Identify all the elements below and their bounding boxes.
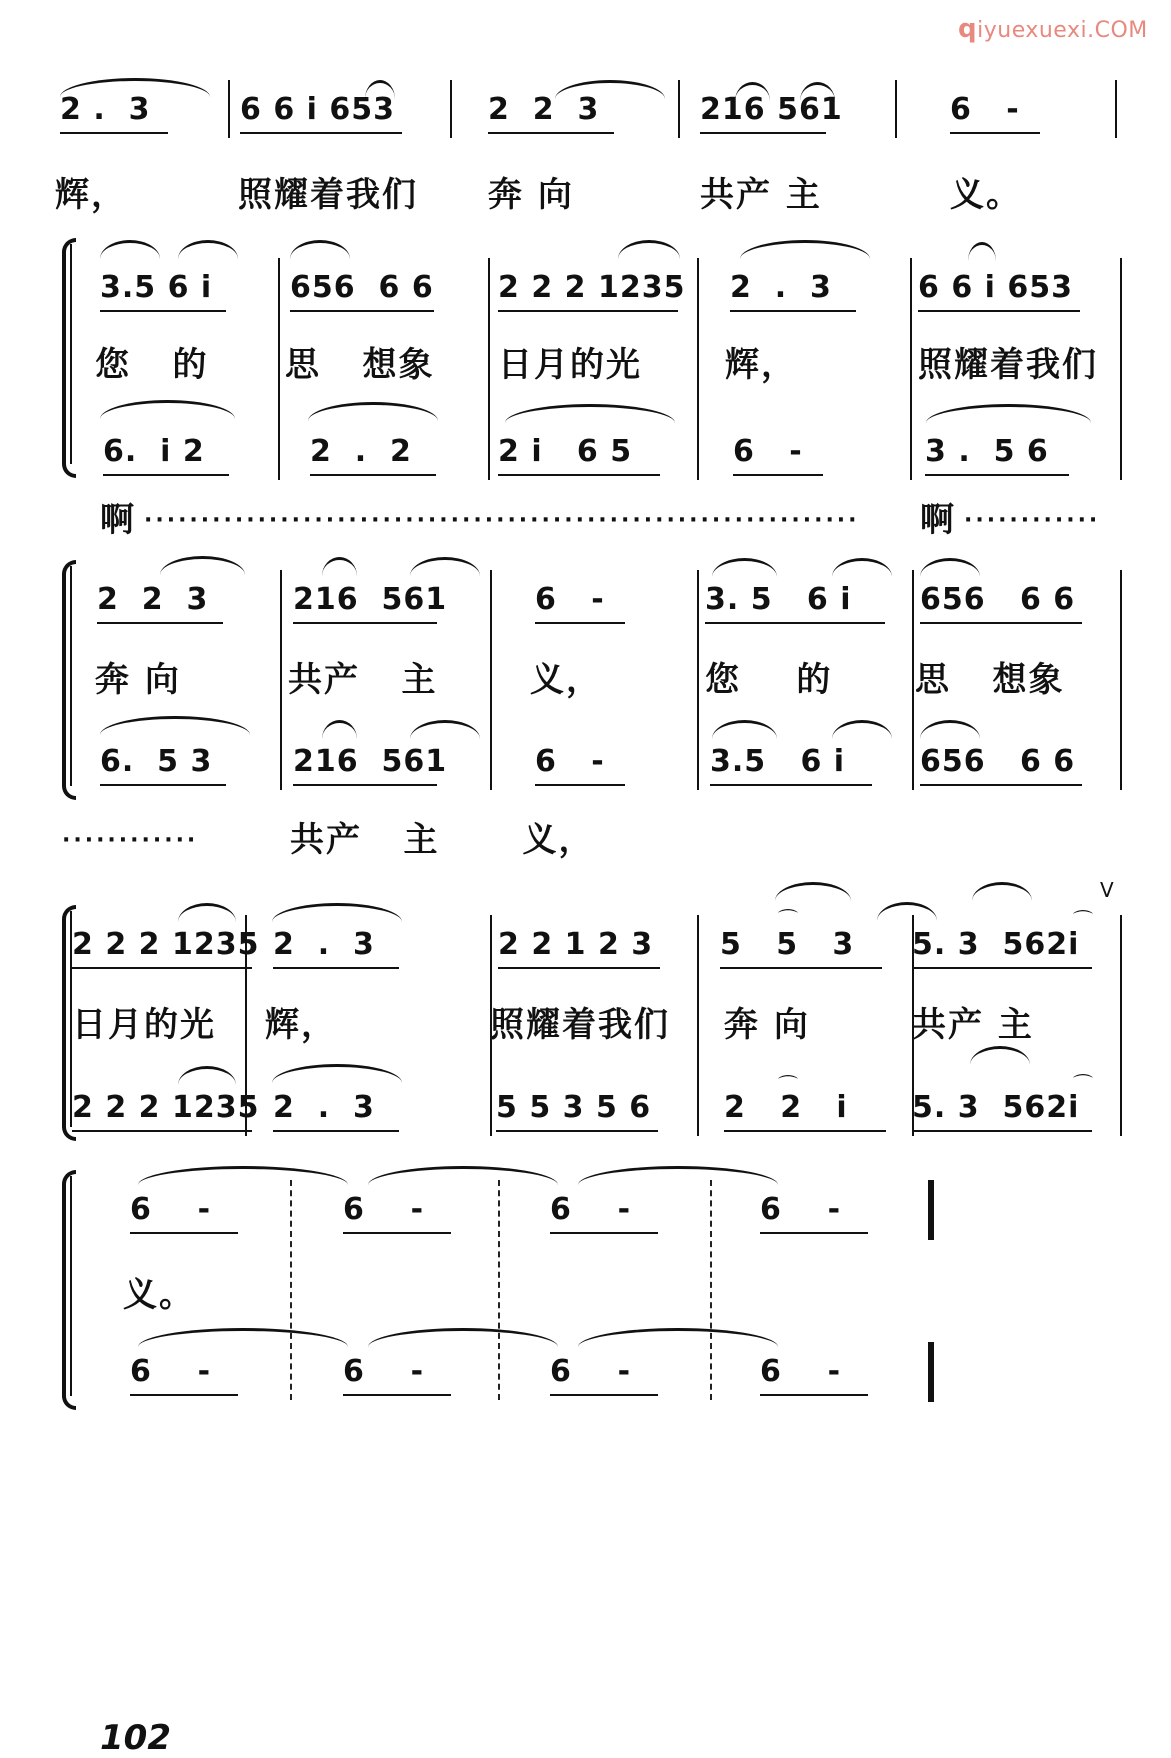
note-beam [100,310,226,312]
jianpu-notes: 6 - [550,1354,632,1389]
note-beam [273,1130,399,1132]
slur [272,903,402,922]
note-beam [912,967,1092,969]
slur [877,902,937,921]
note-beam [724,1130,886,1132]
page-number: 102 [100,1718,171,1758]
note-beam [310,474,436,476]
note-beam [925,474,1069,476]
lyric-text: 义。 [123,1275,195,1315]
note-beam [730,310,856,312]
slur [735,82,770,101]
slur [160,556,245,575]
jianpu-notes: 6 6 i 653 [240,92,395,127]
lyric-text: 思 想象 [915,660,1065,700]
jianpu-notes: 216 561 [293,582,448,617]
barline [697,570,699,790]
note-beam [130,1232,238,1234]
lyric-text: 照耀着我们 [238,175,418,215]
note-beam [760,1394,868,1396]
jianpu-notes: 5. 3 562i [912,1090,1080,1125]
system-bracket [62,1170,76,1410]
jianpu-notes: 2 2 2 1235 [72,927,260,962]
jianpu-notes: 3.5 6 i [100,270,213,305]
note-beam [293,784,437,786]
system-bracket [62,238,76,478]
slur [272,1064,402,1083]
lyric-text: 您 的 [705,660,833,700]
jianpu-notes: 6 - [535,744,605,779]
jianpu-notes: 6 - [760,1354,842,1389]
note-beam [705,622,885,624]
system-bracket-inner [70,566,72,786]
final-barline [928,1180,934,1240]
slur [800,82,835,101]
barline [290,1180,292,1400]
jianpu-notes: 6 - [535,582,605,617]
barline [678,80,680,138]
tie [578,1328,778,1347]
breath-mark-icon: V [1100,878,1114,902]
jianpu-notes: 2 . 2 [310,434,412,469]
slur [410,720,480,739]
lyric-text: 啊 [920,500,956,540]
jianpu-notes: 6 6 i 653 [918,270,1073,305]
note-beam [535,784,625,786]
note-beam [488,132,614,134]
fermata-icon: ⌒ [1073,908,1093,932]
note-beam [535,622,625,624]
tie [578,1166,778,1185]
slur [555,80,665,99]
lyric-text: 义。 [950,175,1022,215]
lyric-text: 日月的光 [498,345,642,385]
barline [450,80,452,138]
jianpu-notes: 6 - [950,92,1020,127]
lyric-text: 共产 主 [288,660,438,700]
barline [697,258,699,480]
lyric-text: 奔 向 [488,175,574,215]
watermark-q: q [958,14,978,44]
slur [290,240,350,259]
continuation-dots: ············ [964,508,1101,533]
jianpu-notes: 2 2 1 2 3 [498,927,654,962]
note-beam [912,1130,1092,1132]
final-barline [928,1342,934,1402]
lyric-text: 共产 主 [912,1005,1034,1045]
tie [368,1328,558,1347]
lyric-text: 思 想象 [285,345,435,385]
jianpu-notes: 6 - [343,1192,425,1227]
lyric-text: 奔 向 [724,1005,810,1045]
note-beam [60,132,168,134]
barline [490,570,492,790]
jianpu-notes: 3.5 6 i [710,744,846,779]
barline [1120,915,1122,1136]
note-beam [550,1232,658,1234]
slur [308,402,438,421]
slur [100,400,235,419]
barline [910,258,912,480]
note-beam [918,310,1080,312]
note-beam [103,474,229,476]
lyric-text: 您 的 [95,345,209,385]
slur [618,240,680,259]
jianpu-notes: 5 5 3 5 6 [496,1090,652,1125]
lyric-text: 义， [530,660,602,700]
note-beam [498,967,660,969]
slur [100,240,160,259]
note-beam [97,622,223,624]
system-bracket [62,560,76,800]
lyric-text: 日月的光 [72,1005,216,1045]
jianpu-notes: 656 6 6 [920,744,1076,779]
note-beam [100,784,226,786]
barline [912,570,914,790]
barline [1115,80,1117,138]
note-beam [293,622,437,624]
slur [178,240,238,259]
jianpu-notes: 6 - [550,1192,632,1227]
jianpu-notes: 2 . 3 [273,927,375,962]
lyric-text: 共产 主 [700,175,822,215]
jianpu-notes: 6 - [130,1354,212,1389]
barline [710,1180,712,1400]
slur [968,242,996,261]
lyric-text: 辉， [265,1005,337,1045]
barline [228,80,230,138]
barline [697,915,699,1136]
jianpu-notes: 2 i 6 5 [498,434,633,469]
note-beam [920,784,1082,786]
note-beam [920,622,1082,624]
barline [895,80,897,138]
watermark-text: iyuexuexi.COM [977,18,1148,43]
continuation-dots: ············ [62,828,199,853]
slur [832,558,892,577]
lyric-text: 辉， [725,345,797,385]
jianpu-notes: 2 2 2 1235 [72,1090,260,1125]
slur [920,558,980,577]
lyric-text: 照耀着我们 [490,1005,670,1045]
note-beam [950,132,1040,134]
slur [926,404,1091,423]
note-beam [72,967,252,969]
note-beam [733,474,823,476]
slur [972,882,1032,901]
jianpu-notes: 6 - [343,1354,425,1389]
lyric-text: 奔 向 [95,660,181,700]
slur [365,80,395,99]
note-beam [290,310,434,312]
jianpu-notes: 2 . 3 [273,1090,375,1125]
note-beam [760,1232,868,1234]
fermata-icon: ⌒ [1073,1072,1093,1096]
barline [498,1180,500,1400]
note-beam [343,1394,451,1396]
note-beam [498,310,678,312]
watermark [958,14,1148,44]
tie [368,1166,558,1185]
slur [60,78,210,97]
tie [138,1328,348,1347]
note-beam [710,784,872,786]
slur [410,557,480,576]
jianpu-notes: 3. 5 6 i [705,582,852,617]
note-beam [720,967,882,969]
slur [100,716,250,735]
jianpu-notes: 2 2 3 [488,92,600,127]
jianpu-notes: 5 5 3 [720,927,855,962]
note-beam [343,1232,451,1234]
jianpu-notes: 6 - [760,1192,842,1227]
slur [712,720,777,739]
barline [488,258,490,480]
jianpu-notes: 656 6 6 [920,582,1076,617]
slur [178,1066,236,1085]
lyric-text: 照耀着我们 [918,345,1098,385]
jianpu-notes: 6 - [733,434,803,469]
slur [920,720,980,739]
slur [322,720,357,739]
slur [970,1046,1030,1065]
slur [505,404,675,423]
jianpu-notes: 2 . 3 [60,92,151,127]
system-bracket-inner [70,1176,72,1396]
jianpu-notes: 6. i 2 [103,434,205,469]
slur [178,903,236,922]
note-beam [273,967,399,969]
jianpu-notes: 2 . 3 [730,270,832,305]
system-bracket-inner [70,244,72,464]
note-beam [72,1130,252,1132]
jianpu-notes: 5. 3 562i [912,927,1080,962]
barline [280,570,282,790]
barline [1120,570,1122,790]
slur [712,558,777,577]
fermata-icon: ⌒ [778,907,798,931]
fermata-icon: ⌒ [778,1073,798,1097]
jianpu-notes: 2 2 i [724,1090,848,1125]
jianpu-notes: 656 6 6 [290,270,434,305]
continuation-dots: ······························································· [144,508,860,533]
slur [832,720,892,739]
lyric-text: 辉， [55,175,127,215]
lyric-text: 共产 主 义， [290,820,595,860]
slur [322,557,357,576]
jianpu-notes: 216 561 [293,744,448,779]
note-beam [498,474,660,476]
note-beam [240,132,402,134]
lyric-text: 啊 [100,500,136,540]
barline [278,258,280,480]
slur [740,240,870,259]
jianpu-notes: 216 561 [700,92,843,127]
jianpu-notes: 3 . 5 6 [925,434,1049,469]
slur [775,882,851,901]
note-beam [130,1394,238,1396]
jianpu-notes: 2 2 3 [97,582,209,617]
note-beam [496,1130,658,1132]
tie [138,1166,348,1185]
note-beam [550,1394,658,1396]
jianpu-notes: 2 2 2 1235 [498,270,686,305]
jianpu-notes: 6 - [130,1192,212,1227]
barline [1120,258,1122,480]
note-beam [700,132,826,134]
jianpu-notes: 6. 5 3 [100,744,213,779]
